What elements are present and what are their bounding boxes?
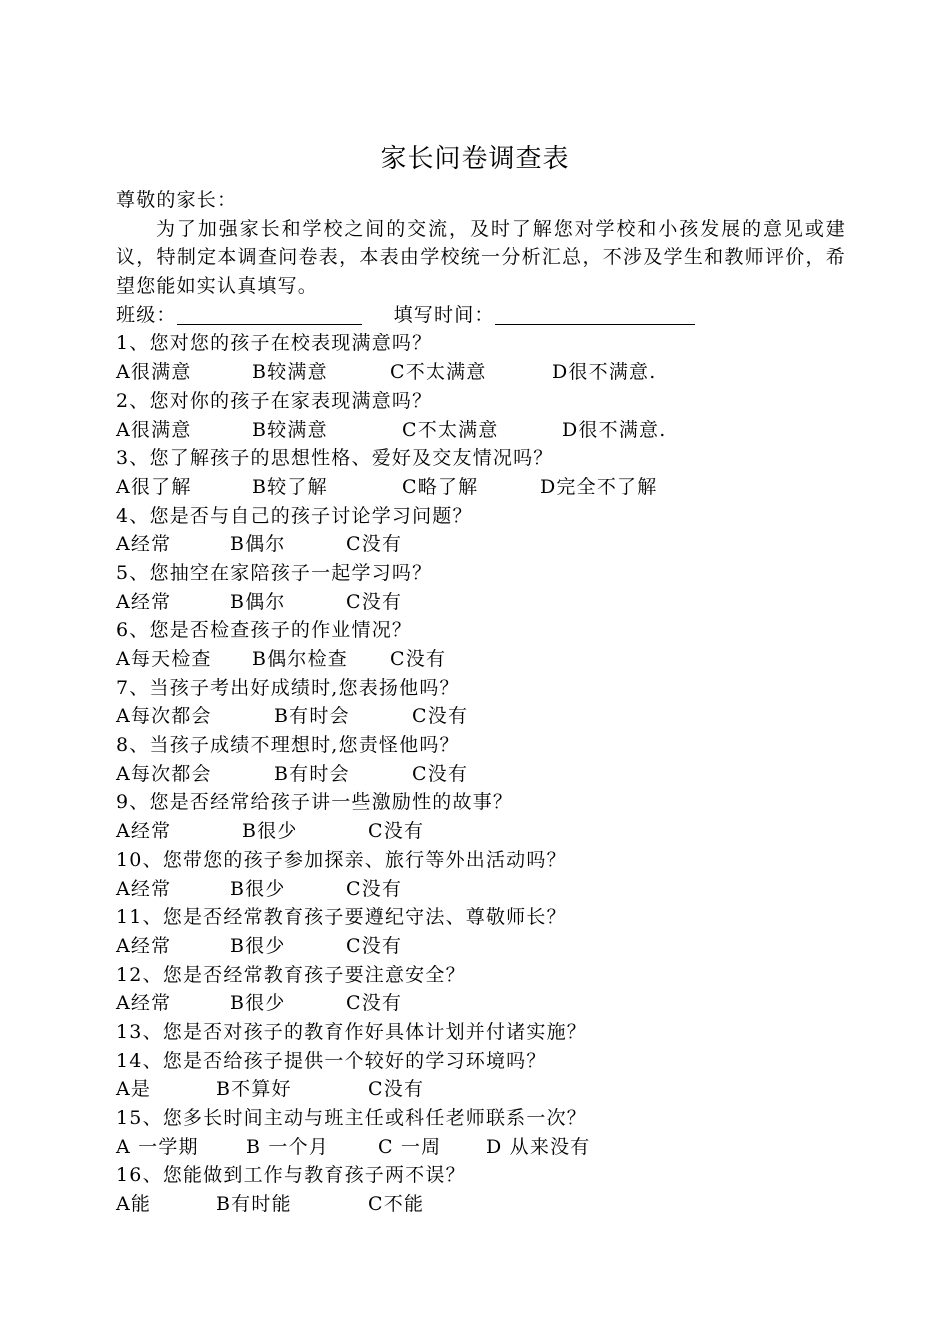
answer-option[interactable]: D很不满意. bbox=[562, 418, 667, 441]
answer-option[interactable]: A经常 bbox=[116, 533, 172, 556]
answer-option[interactable]: C没有 bbox=[346, 992, 403, 1015]
option-row bbox=[116, 989, 846, 1018]
question-text: 8、当孩子成绩不理想时,您责怪他吗？ bbox=[116, 734, 460, 757]
answer-option[interactable]: B有时会 bbox=[274, 705, 350, 728]
class-label: 班级： bbox=[116, 303, 177, 326]
answer-option[interactable]: A每次都会 bbox=[116, 762, 212, 785]
answer-option[interactable]: A经常 bbox=[116, 934, 172, 957]
option-row bbox=[116, 1133, 846, 1162]
answer-option[interactable]: A是 bbox=[116, 1078, 152, 1101]
answer-option[interactable]: A经常 bbox=[116, 590, 172, 613]
time-label: 填写时间： bbox=[393, 303, 495, 326]
option-row bbox=[116, 588, 846, 617]
class-blank-line[interactable] bbox=[177, 304, 362, 325]
option-row bbox=[116, 358, 846, 387]
answer-option[interactable]: A每天检查 bbox=[116, 648, 212, 671]
time-blank-line[interactable] bbox=[495, 304, 695, 325]
question-text: 6、您是否检查孩子的作业情况？ bbox=[116, 619, 413, 642]
info-fields bbox=[116, 301, 846, 330]
answer-option[interactable]: A经常 bbox=[116, 992, 172, 1015]
question-text: 15、您多长时间主动与班主任或科任老师联系一次？ bbox=[116, 1107, 587, 1130]
question-text: 9、您是否经常给孩子讲一些激励性的故事？ bbox=[116, 791, 514, 814]
answer-option[interactable]: B偶尔 bbox=[230, 590, 286, 613]
option-row bbox=[116, 530, 846, 559]
question-text: 2、您对你的孩子在家表现满意吗？ bbox=[116, 389, 433, 412]
answer-option[interactable]: C不太满意 bbox=[402, 418, 499, 441]
question-text: 13、您是否对孩子的教育作好具体计划并付诸实施？ bbox=[116, 1020, 587, 1043]
answer-option[interactable]: C没有 bbox=[412, 705, 469, 728]
answer-option[interactable]: B偶尔检查 bbox=[252, 648, 348, 671]
option-row bbox=[116, 645, 846, 674]
answer-option[interactable]: B很少 bbox=[242, 820, 298, 843]
page-title: 家长问卷调查表 bbox=[380, 144, 570, 174]
intro-paragraph: 为了加强家长和学校之间的交流，及时了解您对学校和小孩发展的意见或建议，特制定本调查问卷表，本表由学校统一分析汇总，不涉及学生和教师评价，希望您能如实认真填写。 bbox=[116, 217, 846, 298]
answer-option[interactable]: B很少 bbox=[230, 934, 286, 957]
answer-option[interactable]: C略了解 bbox=[402, 475, 479, 498]
option-row bbox=[116, 473, 846, 502]
option-row bbox=[116, 1075, 846, 1104]
option-row bbox=[116, 875, 846, 904]
option-row bbox=[116, 702, 846, 731]
answer-option[interactable]: A 一学期 bbox=[116, 1135, 199, 1158]
answer-option[interactable]: C没有 bbox=[346, 934, 403, 957]
answer-option[interactable]: B有时会 bbox=[274, 762, 350, 785]
answer-option[interactable]: C没有 bbox=[412, 762, 469, 785]
answer-option[interactable]: C不太满意 bbox=[390, 361, 487, 384]
answer-option[interactable]: C没有 bbox=[346, 590, 403, 613]
question-text: 11、您是否经常教育孩子要遵纪守法、尊敬师长？ bbox=[116, 906, 567, 929]
question-list bbox=[116, 329, 846, 1218]
answer-option[interactable]: A每次都会 bbox=[116, 705, 212, 728]
answer-option[interactable]: A很满意 bbox=[116, 361, 192, 384]
answer-option[interactable]: A很满意 bbox=[116, 418, 192, 441]
answer-option[interactable]: A能 bbox=[116, 1193, 152, 1216]
option-row bbox=[116, 1190, 846, 1219]
answer-option[interactable]: D完全不了解 bbox=[540, 475, 658, 498]
salutation: 尊敬的家长： bbox=[116, 189, 238, 211]
answer-option[interactable]: B较了解 bbox=[252, 475, 328, 498]
answer-option[interactable]: D 从来没有 bbox=[486, 1135, 591, 1158]
answer-option[interactable]: D很不满意. bbox=[552, 361, 657, 384]
answer-option[interactable]: C没有 bbox=[368, 820, 425, 843]
answer-option[interactable]: A经常 bbox=[116, 877, 172, 900]
answer-option[interactable]: B很少 bbox=[230, 992, 286, 1015]
answer-option[interactable]: C不能 bbox=[368, 1193, 425, 1216]
answer-option[interactable]: B 一个月 bbox=[246, 1135, 330, 1158]
answer-option[interactable]: C 一周 bbox=[378, 1135, 442, 1158]
option-row bbox=[116, 760, 846, 789]
option-row bbox=[116, 416, 846, 445]
question-text: 1、您对您的孩子在校表现满意吗？ bbox=[116, 332, 433, 355]
questionnaire-body bbox=[116, 186, 846, 1219]
question-text: 10、您带您的孩子参加探亲、旅行等外出活动吗？ bbox=[116, 848, 567, 871]
question-text: 3、您了解孩子的思想性格、爱好及交友情况吗？ bbox=[116, 447, 554, 470]
answer-option[interactable]: C没有 bbox=[368, 1078, 425, 1101]
answer-option[interactable]: B有时能 bbox=[216, 1193, 292, 1216]
option-row bbox=[116, 932, 846, 961]
question-text: 4、您是否与自己的孩子讨论学习问题？ bbox=[116, 504, 473, 527]
question-text: 7、当孩子考出好成绩时,您表扬他吗？ bbox=[116, 676, 460, 699]
question-text: 5、您抽空在家陪孩子一起学习吗？ bbox=[116, 561, 433, 584]
question-text: 12、您是否经常教育孩子要注意安全？ bbox=[116, 963, 466, 986]
answer-option[interactable]: B不算好 bbox=[216, 1078, 292, 1101]
option-row bbox=[116, 817, 846, 846]
answer-option[interactable]: C没有 bbox=[346, 877, 403, 900]
answer-option[interactable]: C没有 bbox=[390, 648, 447, 671]
question-text: 14、您是否给孩子提供一个较好的学习环境吗？ bbox=[116, 1049, 547, 1072]
answer-option[interactable]: B较满意 bbox=[252, 418, 328, 441]
answer-option[interactable]: B较满意 bbox=[252, 361, 328, 384]
answer-option[interactable]: A很了解 bbox=[116, 475, 192, 498]
answer-option[interactable]: C没有 bbox=[346, 533, 403, 556]
answer-option[interactable]: A经常 bbox=[116, 820, 172, 843]
answer-option[interactable]: B偶尔 bbox=[230, 533, 286, 556]
question-text: 16、您能做到工作与教育孩子两不误？ bbox=[116, 1164, 466, 1187]
answer-option[interactable]: B很少 bbox=[230, 877, 286, 900]
